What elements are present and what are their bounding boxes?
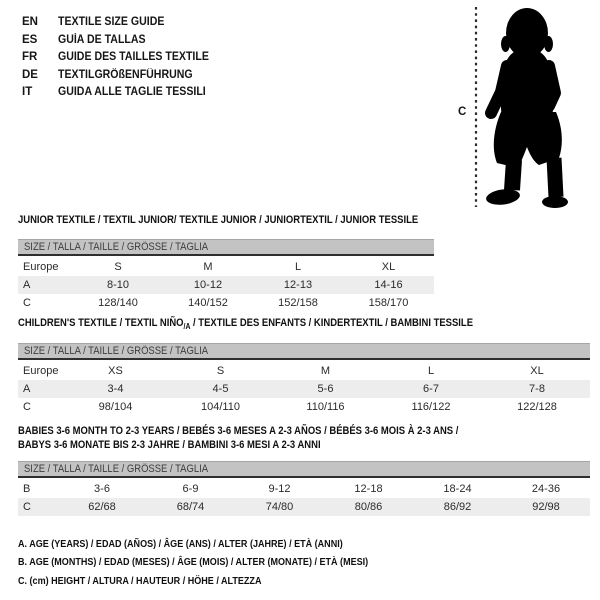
lang-code: DE <box>22 68 38 81</box>
legend-footnotes <box>18 535 425 590</box>
lang-code: EN <box>22 16 38 28</box>
lang-row-en <box>22 14 222 32</box>
size-cell: XS <box>108 365 123 377</box>
table-row <box>18 294 434 312</box>
age-cell: 24-36 <box>531 483 561 495</box>
lang-code: IT <box>22 86 33 99</box>
age-cell: 4-5 <box>168 380 273 398</box>
height-marker-label: C <box>458 106 467 118</box>
age-cell: 10-12 <box>163 276 253 294</box>
size-cell: XL <box>530 365 544 377</box>
table-row <box>18 480 590 498</box>
children-table-title <box>18 317 590 333</box>
height-cell: 92/98 <box>502 498 590 516</box>
age-cell: 12-13 <box>253 276 343 294</box>
age-cell: 6-7 <box>378 380 484 398</box>
age-cell: 14-16 <box>343 276 434 294</box>
height-cell: 158/170 <box>368 297 409 309</box>
height-cell: 98/104 <box>98 401 133 413</box>
height-cell: 122/128 <box>517 401 557 413</box>
row-label: C <box>23 297 31 309</box>
height-cell: 140/152 <box>188 297 228 309</box>
age-cell: 18-24 <box>443 483 472 495</box>
height-cell: 104/110 <box>201 401 240 413</box>
babies-table-title-line1: BABIES 3-6 MONTH TO 2-3 YEARS / BEBÉS 3-6 MESES A 2-3 AÑOS / BÉBÉS 3-6 MOIS À 2-3 ANS / <box>18 425 459 437</box>
children-textile-table <box>18 317 590 417</box>
age-cell: 3-4 <box>63 380 168 398</box>
size-header-text: SIZE / TALLA / TAILLE / GRÖSSE / TAGLIA <box>24 241 209 253</box>
height-cell: 74/80 <box>235 498 324 516</box>
children-size-table <box>18 362 590 416</box>
lang-row-fr <box>22 49 222 67</box>
children-table-title-text: CHILDREN'S TEXTILE / TEXTIL $NIÑO_{/A}$ / TEXTILE DES ENFANTS / KINDERTEXTIL / BAMBINI TESSILE <box>18 317 474 332</box>
age-cell: 9-12 <box>268 483 291 495</box>
size-cell: S <box>216 365 225 377</box>
height-cell: 68/74 <box>146 498 235 516</box>
height-cell: 110/116 <box>306 401 345 413</box>
height-cell: 128/140 <box>98 297 138 309</box>
lang-row-es <box>22 32 222 50</box>
row-label: B <box>23 483 31 495</box>
size-cell: XL <box>381 261 396 273</box>
lang-title: TEXTILE SIZE GUIDE <box>58 16 165 28</box>
age-cell: 3-6 <box>94 483 110 495</box>
age-cell: 5-6 <box>273 380 378 398</box>
table-row <box>18 276 434 294</box>
row-label: C <box>23 401 31 413</box>
junior-size-table <box>18 258 434 312</box>
height-cell: 116/122 <box>411 401 451 413</box>
toddler-silhouette-icon <box>470 0 600 215</box>
height-cell: 86/92 <box>413 498 502 516</box>
babies-table-title-line2: BABYS 3-6 MONATE BIS 2-3 JAHRE / BAMBINI 3-6 MESI A 2-3 ANNI <box>18 439 321 451</box>
lang-title: GUIDA ALLE TAGLIE TESSILI <box>58 86 206 99</box>
row-label: Europe <box>23 365 59 377</box>
lang-title: GUIDE DES TAILLES TEXTILE <box>58 51 209 64</box>
size-cell: L <box>427 365 435 377</box>
table-row <box>18 258 434 276</box>
table-row <box>18 380 590 398</box>
lang-code: FR <box>22 51 38 64</box>
size-header-strip <box>18 343 590 360</box>
age-cell: 8-10 <box>73 276 163 294</box>
size-cell: L <box>294 261 302 273</box>
lang-row-it <box>22 84 222 102</box>
lang-row-de <box>22 67 222 85</box>
age-cell: 6-9 <box>182 483 199 495</box>
table-row <box>18 362 590 380</box>
size-header-text: SIZE / TALLA / TAILLE / GRÖSSE / TAGLIA <box>24 463 209 475</box>
lang-title: GUÍA DE TALLAS <box>58 33 146 46</box>
lang-code: ES <box>22 33 38 46</box>
junior-table-title <box>18 214 434 227</box>
row-label: C <box>18 498 58 516</box>
size-cell: S <box>114 261 122 273</box>
babies-size-table <box>18 480 590 516</box>
footnote-c: C. (cm) HEIGHT / ALTURA / HAUTEUR / HÖHE / ALTEZZA <box>18 574 262 587</box>
size-cell: M <box>320 365 331 377</box>
footnote-a: A. AGE (YEARS) / EDAD (AÑOS) / ÂGE (ANS) / ALTER (JAHRE) / ETÀ (ANNI) <box>18 538 343 550</box>
row-label: A <box>18 276 73 294</box>
footnote-b: B. AGE (MONTHS) / EDAD (MESES) / ÂGE (MOIS) / ALTER (MONATE) / ETÀ (MESI) <box>18 556 369 569</box>
junior-textile-table <box>18 214 434 314</box>
junior-table-title-text: JUNIOR TEXTILE / TEXTIL JUNIOR/ TEXTILE JUNIOR / JUNIORTEXTIL / JUNIOR TESSILE <box>18 214 419 226</box>
height-cell: 62/68 <box>58 498 146 516</box>
size-cell: M <box>203 261 213 273</box>
size-header-text: SIZE / TALLA / TAILLE / GRÖSSE / TAGLIA <box>24 345 209 357</box>
lang-title: TEXTILGRÖßENFÜHRUNG <box>58 68 193 81</box>
height-cell: 152/158 <box>278 297 318 309</box>
size-header-strip <box>18 461 590 478</box>
babies-table-title <box>18 424 590 452</box>
table-row <box>18 498 590 516</box>
height-cell: 80/86 <box>324 498 413 516</box>
row-label: A <box>18 380 63 398</box>
age-cell: 12-18 <box>354 483 383 495</box>
row-label: Europe <box>23 261 59 273</box>
babies-textile-table <box>18 424 590 519</box>
language-title-block <box>22 14 222 102</box>
table-row <box>18 398 590 416</box>
size-header-strip <box>18 239 434 256</box>
age-cell: 7-8 <box>484 380 590 398</box>
